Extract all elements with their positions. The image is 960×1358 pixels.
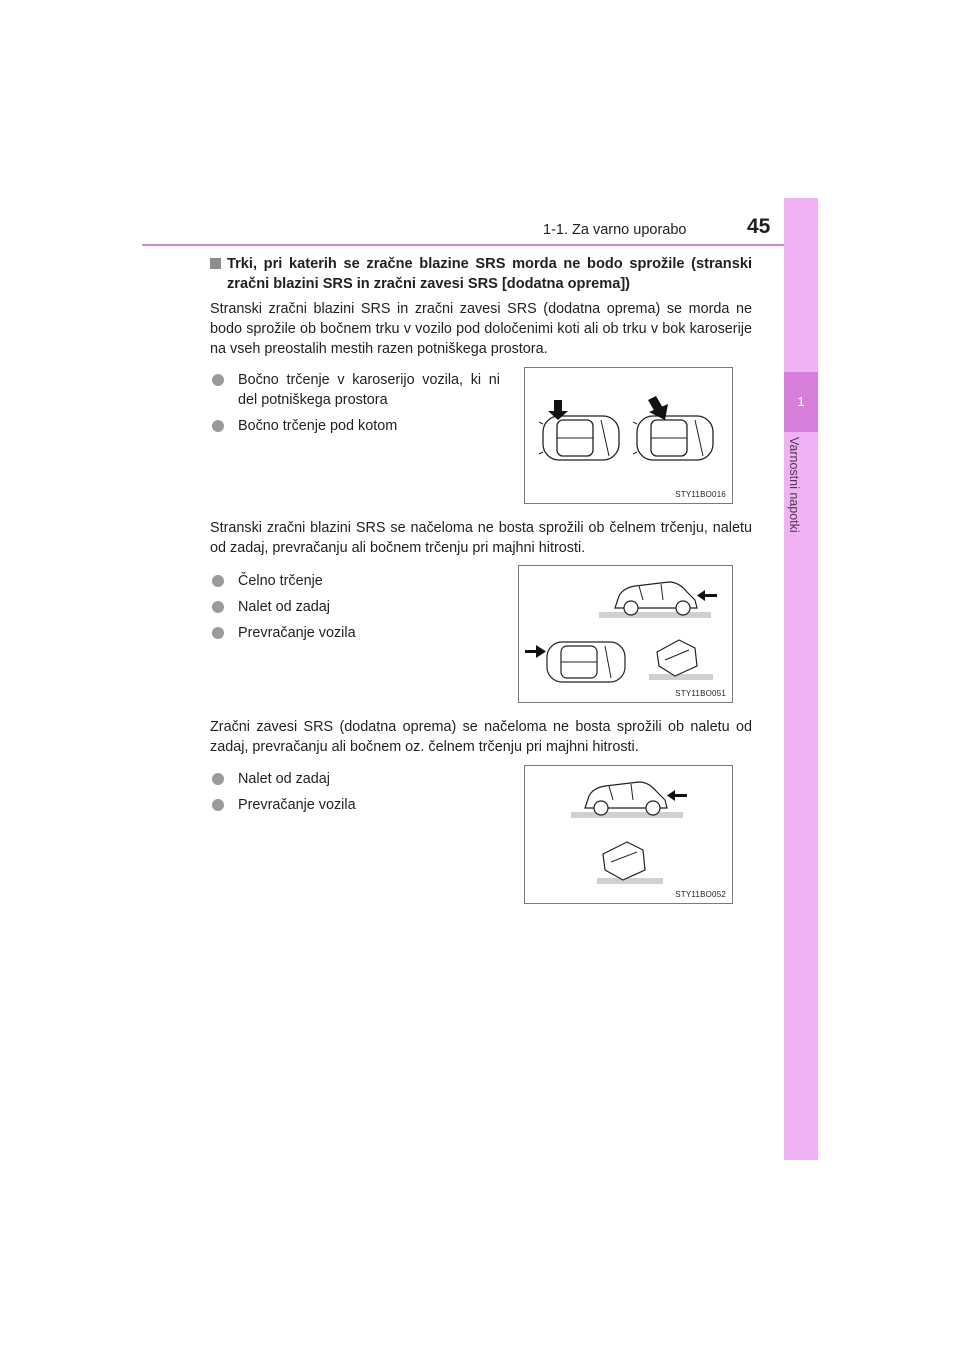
block-rear-rollover — [210, 765, 752, 904]
list-item: Čelno trčenje — [210, 571, 500, 591]
list-item: Bočno trčenje pod kotom — [210, 416, 500, 436]
paragraph-1: Stranski zračni blazini SRS in zračni zavesi SRS (dodatna oprema) se morda ne bodo sprožile ob bočnem trku v vozilo pod določenimi koti ali ob trku v bok karoserije na vseh preostalih mestih razen potniškega prostora. — [210, 301, 752, 357]
side-impact-cars-illustration — [525, 368, 732, 503]
list-item: Prevračanje vozila — [210, 623, 500, 643]
frontal-rear-rollover-illustration — [519, 566, 732, 702]
bullet-dot-icon — [212, 601, 224, 613]
list-item: Bočno trčenje v karoserijo vozila, ki ni del potniškega prostora — [210, 370, 500, 410]
rear-rollover-illustration — [525, 766, 732, 903]
bullet-list-3 — [210, 765, 500, 815]
list-item: Prevračanje vozila — [210, 795, 500, 815]
chapter-number: 1 — [784, 372, 818, 432]
heading-square-icon — [210, 258, 221, 269]
list-item: Nalet od zadaj — [210, 597, 500, 617]
figure-frontal-rear-rollover — [518, 565, 733, 703]
figure-code: STY11BO052 — [675, 890, 726, 899]
bullet-list-1 — [210, 367, 500, 436]
header-divider — [142, 244, 818, 246]
section-heading-text: Trki, pri katerih se zračne blazine SRS morda ne bodo sprožile (stranski zračni blazini SRS in zračni zavesi SRS [dodatna oprema]) — [227, 256, 752, 292]
block-side-collision — [210, 367, 752, 504]
bullet-dot-icon — [212, 799, 224, 811]
paragraph-2: Stranski zračni blazini SRS se načeloma ne bosta sprožili ob čelnem trčenju, naletu od zadaj, prevračanju ali bočnem trčenju pri majhni hitrosti. — [210, 520, 752, 556]
chapter-label: Varnostni napotki — [787, 437, 801, 533]
list-item: Nalet od zadaj — [210, 769, 500, 789]
bullet-dot-icon — [212, 420, 224, 432]
bullet-dot-icon — [212, 773, 224, 785]
figure-rear-rollover — [524, 765, 733, 904]
bullet-dot-icon — [212, 575, 224, 587]
paragraph-3: Zračni zavesi SRS (dodatna oprema) se načeloma ne bosta sprožili ob naletu od zadaj, prevračanju ali bočnem oz. čelnem trčenju pri majhni hitrosti. — [210, 719, 752, 755]
bullet-dot-icon — [212, 374, 224, 386]
page-number: 45 — [747, 215, 771, 238]
section-heading — [210, 254, 752, 294]
figure-side-impact — [524, 367, 733, 504]
figure-code: STY11BO016 — [675, 490, 726, 499]
chapter-side-tab — [784, 198, 818, 1160]
figure-code: STY11BO051 — [675, 689, 726, 698]
block-frontal-rear-rollover — [210, 565, 752, 703]
bullet-dot-icon — [212, 627, 224, 639]
page-content — [210, 254, 752, 904]
header-section-title: 1-1. Za varno uporabo — [543, 222, 687, 238]
bullet-list-2 — [210, 565, 500, 643]
